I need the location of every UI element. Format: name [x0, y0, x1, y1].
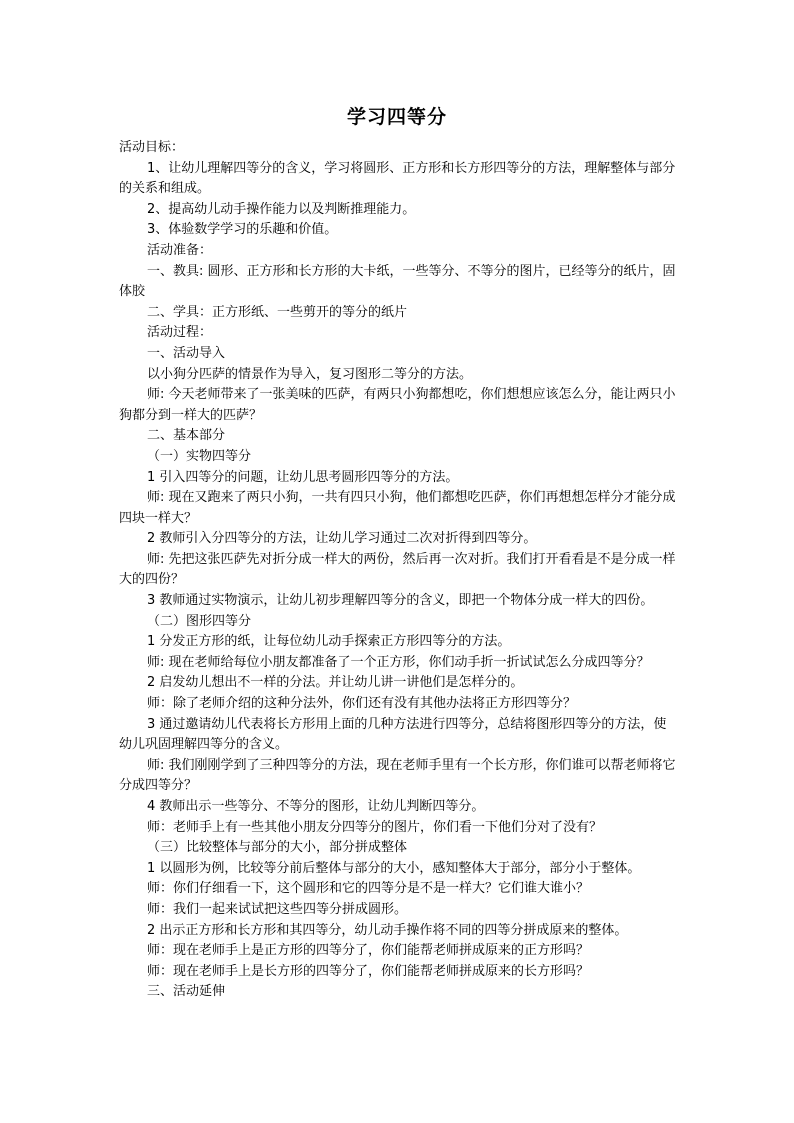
paragraph: 3 通过邀请幼儿代表将长方形用上面的几种方法进行四等分，总结将图形四等分的方法，使幼儿巩固理解四等分的含义。 [119, 716, 667, 753]
paragraph: 师: 今天老师带来了一张美味的匹萨，有两只小狗都想吃，你们想想应该怎么分，能让两只小狗都分到一样大的匹萨？ [119, 387, 676, 423]
paragraph: （二）图形四等分 [147, 613, 252, 629]
paragraph: 师：我们一起来试试把这些四等分拼成圆形。 [147, 901, 408, 917]
paragraph: 活动过程： [147, 325, 213, 341]
paragraph: 师: 现在又跑来了两只小狗，一共有四只小狗，他们都想吃匹萨，你们再想想怎样分才能分成四块一样大？ [119, 490, 676, 526]
paragraph: 2 出示正方形和长方形和其四等分，幼儿动手操作将不同的四等分拼成原来的整体。 [147, 922, 628, 938]
paragraph: 4 教师出示一些等分、不等分的图形，让幼儿判断四等分。 [147, 799, 485, 814]
paragraph: 以小狗分匹萨的情景作为导入，复习图形二等分的方法。 [147, 366, 473, 382]
paragraph: 1、让幼儿理解四等分的含义，学习将圆形、正方形和长方形四等分的方法，理解整体与部分的关系和组成。 [119, 160, 676, 197]
paragraph: 二、学具：正方形纸、一些剪开的等分的纸片 [147, 304, 408, 320]
paragraph: 二、基本部分 [147, 428, 226, 444]
paragraph: 师：现在老师手上是正方形的四等分了，你们能帮老师拼成原来的正方形吗？ [147, 943, 590, 959]
paragraph: 师: 我们刚刚学到了三种四等分的方法，现在老师手里有一个长方形，你们谁可以帮老师将它分成四等分？ [119, 757, 676, 794]
paragraph: 师：现在老师手上是长方形的四等分了，你们能帮老师拼成原来的长方形吗？ [147, 963, 590, 979]
paragraph: （一）实物四等分 [147, 448, 252, 464]
paragraph: 师：你们仔细看一下，这个圆形和它的四等分是不是一样大？它们谁大谁小？ [147, 881, 590, 897]
paragraph: 师：老师手上有一些其他小朋友分四等分的图片，你们看一下他们分对了没有？ [147, 819, 603, 835]
paragraph: 活动目标： [119, 140, 185, 155]
paragraph: 师: 先把这张匹萨先对折分成一样大的两份，然后再一次对折。我们打开看看是不是分成一样大的四份？ [119, 551, 676, 588]
paragraph: 三、活动延伸 [147, 984, 226, 1000]
document-title: 学习四等分 [346, 106, 447, 128]
paragraph: 1 分发正方形的纸，让每位幼儿动手探索正方形四等分的方法。 [147, 634, 511, 650]
paragraph: 活动准备： [147, 242, 213, 258]
paragraph: 一、教具: 圆形、正方形和长方形的大卡纸，一些等分、不等分的图片，已经等分的纸片，固体胶 [119, 263, 676, 300]
paragraph: 师: 现在老师给每位小朋友都准备了一个正方形，你们动手折一折试试怎么分成四等分？ [147, 654, 650, 670]
paragraph: 2 教师引入分四等分的方法，让幼儿学习通过二次对折得到四等分。 [147, 531, 537, 547]
paragraph: 2 启发幼儿想出不一样的分法。并让幼儿讲一讲他们是怎样分的。 [147, 675, 524, 691]
document-body [119, 138, 679, 1003]
paragraph: 2、提高幼儿动手操作能力以及判断推理能力。 [147, 201, 416, 217]
paragraph: （三）比较整体与部分的大小，部分拼成整体 [147, 840, 408, 856]
paragraph: 1 引入四等分的问题，让幼儿思考圆形四等分的方法。 [147, 469, 459, 485]
paragraph: 3 教师通过实物演示，让幼儿初步理解四等分的含义，即把一个物体分成一样大的四份。 [147, 593, 654, 609]
paragraph: 3、体验数学学习的乐趣和价值。 [147, 222, 338, 238]
paragraph: 师：除了老师介绍的这种分法外，你们还有没有其他办法将正方形四等分？ [147, 696, 577, 712]
paragraph: 一、活动导入 [147, 345, 226, 361]
paragraph: 1 以圆形为例，比较等分前后整体与部分的大小，感知整体大于部分，部分小于整体。 [147, 860, 641, 876]
